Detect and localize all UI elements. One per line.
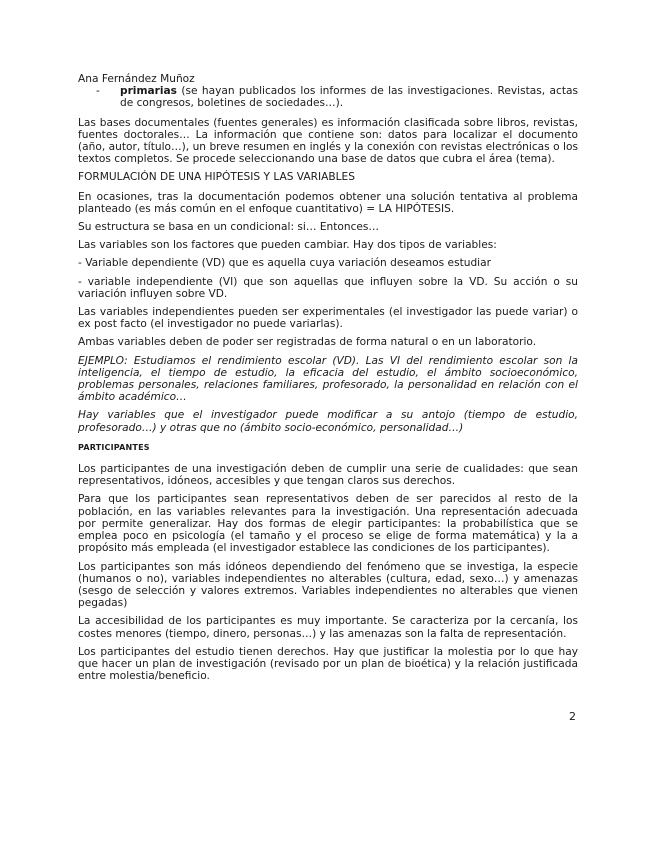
- paragraph-bases-documentales: Las bases documentales (fuentes generales) es información clasificada sobre libros, revistas, fuentes doctorales… La información que contiene son: datos para localizar el documento (año, autor, título…), un breve resumen en inglés y la conexión con revistas electrónicas o los textos completos. Se procede seleccionando una base de datos que cubra el área (tema).: [78, 116, 578, 166]
- paragraph-representativos: Para que los participantes sean representativos deben de ser parecidos al resto de la población, en las variables relevantes para la investigación. Una representación adecuada por permite generalizar. Hay dos formas de elegir participantes: la probabilística que se emplea poco en psicología (el tamaño y el proceso se elige de forma matemática) y la a propósito más empleada (el investigador establece las condiciones de los participantes).: [78, 493, 578, 555]
- paragraph-cualidades: Los participantes de una investigación deben de cumplir una serie de cualidades: que sean representativos, idóneos, accesibles y que tengan claros sus derechos.: [78, 463, 578, 488]
- section-heading-participantes: PARTICIPANTES: [78, 442, 150, 452]
- page-number: 2: [569, 710, 576, 723]
- section-heading-hipotesis: FORMULACIÓN DE UNA HIPÓTESIS Y LAS VARIABLES: [78, 171, 355, 184]
- paragraph-idoneos: Los participantes son más idóneos dependiendo del fenómeno que se investiga, la especie (humanos o no), variables independientes no alterables (cultura, edad, sexo…) y amenazas (sesgo de selección y valores extremos. Variables independientes no alterables que vienen pegadas): [78, 560, 578, 610]
- paragraph-accesibilidad: La accesibilidad de los participantes es muy importante. Se caracteriza por la cercanía, los costes menores (tiempo, dinero, personas…) y las amenazas son la falta de representación.: [78, 615, 578, 640]
- paragraph-variable-independiente: - variable independiente (VI) que son aquellas que influyen sobre la VD. Su acción o su variación influyen sobre VD.: [78, 275, 578, 300]
- paragraph-ejemplo: EJEMPLO: Estudiamos el rendimiento escolar (VD). Las VI del rendimiento escolar son la inteligencia, el tiempo de estudio, la eficacia del estudio, el ámbito socioeconómico, problemas personales, relaciones familiares, profesorado, la personalidad en relación con el ámbito académico…: [78, 354, 578, 404]
- bullet-bold-term: primarias: [120, 85, 177, 98]
- bullet-text: (se hayan publicados los informes de las investigaciones. Revistas, actas de congresos, boletines de sociedades…).: [120, 85, 578, 110]
- paragraph-registro: Ambas variables deben de poder ser registradas de forma natural o en un laboratorio.: [78, 336, 537, 349]
- paragraph-estructura: Su estructura se basa en un condicional: si… Entonces…: [78, 221, 380, 234]
- bullet-mark: -: [96, 85, 100, 98]
- bullet-body: [120, 85, 578, 109]
- paragraph-variables: Las variables son los factores que pueden cambiar. Hay dos tipos de variables:: [78, 239, 497, 252]
- paragraph-modificables: Hay variables que el investigador puede modificar a su antojo (tiempo de estudio, profesorado…) y otras que no (ámbito socio-económico, personalidad…): [78, 409, 578, 434]
- paragraph-hipotesis: En ocasiones, tras la documentación podemos obtener una solución tentativa al problema planteado (es más común en el enfoque cuantitativo) = LA HIPÓTESIS.: [78, 190, 578, 215]
- paragraph-derechos: Los participantes del estudio tienen derechos. Hay que justificar la molestia por lo que hay que hacer un plan de investigación (revisado por un plan de bioética) y la relación justificada entre molestia/beneficio.: [78, 645, 578, 683]
- bullet-item-primarias: [78, 85, 578, 109]
- paragraph-experimentales: Las variables independientes pueden ser experimentales (el investigador las puede variar) o ex post facto (el investigador no puede variarlas).: [78, 306, 578, 331]
- page-content: [78, 73, 578, 688]
- paragraph-variable-dependiente: - Variable dependiente (VD) que es aquella cuya variación deseamos estudiar: [78, 257, 491, 270]
- author-name: Ana Fernández Muñoz: [78, 73, 195, 85]
